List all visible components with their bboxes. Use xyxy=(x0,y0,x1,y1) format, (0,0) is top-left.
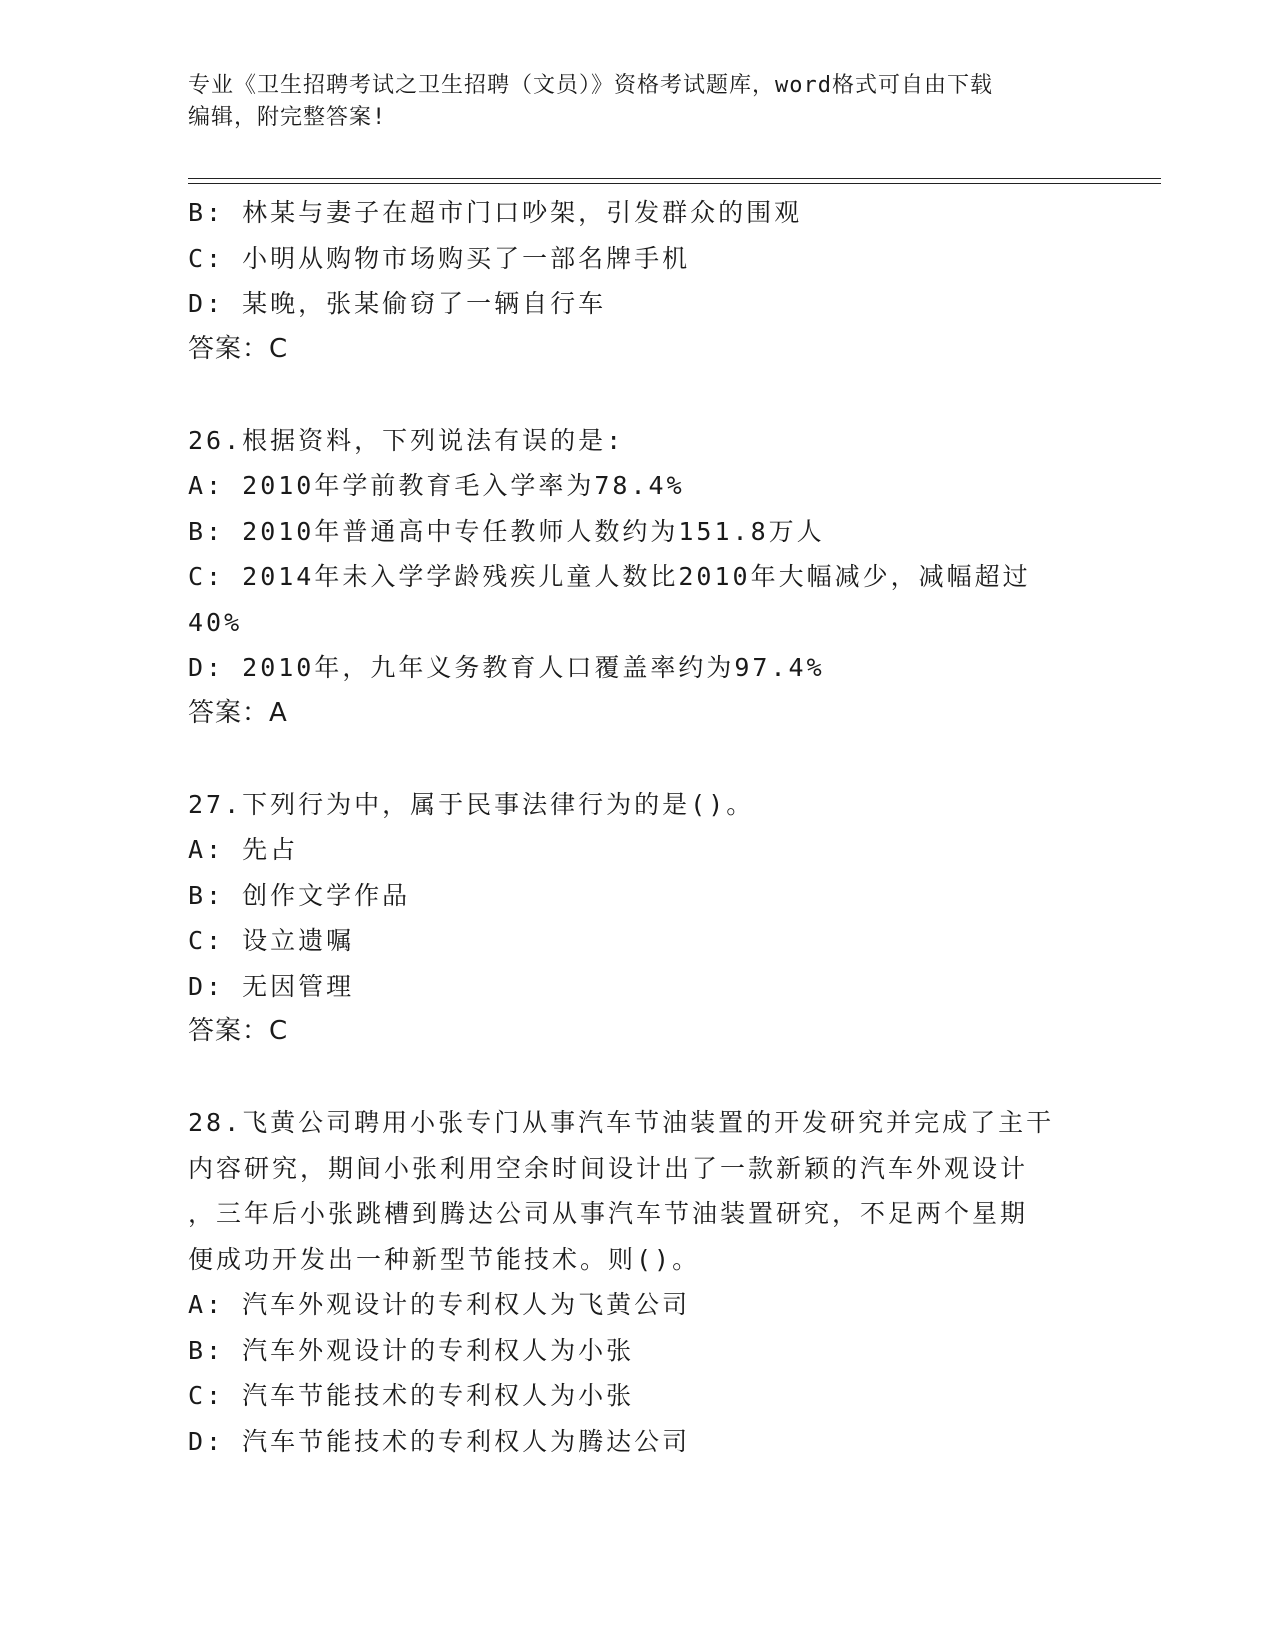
q25-answer: 答案：C xyxy=(188,333,289,364)
q28-stem-line3: ，三年后小张跳槽到腾达公司从事汽车节油装置研究，不足两个星期 xyxy=(188,1199,1029,1228)
q27-option-c: C: 设立遗嘱 xyxy=(188,926,355,955)
q25-option-c: C: 小明从购物市场购买了一部名牌手机 xyxy=(188,243,691,273)
q28-stem-line4: 便成功开发出一种新型节能技术。则()。 xyxy=(188,1244,701,1274)
header-rule-bottom xyxy=(188,183,1161,184)
spacer xyxy=(188,736,1088,782)
q25-option-d: D: 某晚，张某偷窃了一辆自行车 xyxy=(188,289,607,318)
q28-option-b: B: 汽车外观设计的专利权人为小张 xyxy=(188,1335,635,1365)
q28-option-d: D: 汽车节能技术的专利权人为腾达公司 xyxy=(188,1426,691,1456)
q27-stem: 27.下列行为中，属于民事法律行为的是()。 xyxy=(188,789,755,819)
q25-option-b: B: 林某与妻子在超市门口吵架，引发群众的围观 xyxy=(188,198,803,227)
header-rule-top xyxy=(188,178,1161,179)
header-line-1: 专业《卫生招聘考试之卫生招聘（文员）》资格考试题库，word格式可自由下载 xyxy=(188,73,993,98)
question-content xyxy=(188,190,1088,1464)
q28-option-a: A: 汽车外观设计的专利权人为飞黄公司 xyxy=(188,1290,691,1319)
q26-option-c-line1: C: 2014年未入学学龄残疾儿童人数比2010年大幅减少，减幅超过 xyxy=(188,562,1031,591)
header-line-2: 编辑，附完整答案! xyxy=(188,105,387,130)
q26-option-d: D: 2010年，九年义务教育人口覆盖率约为97.4% xyxy=(188,653,825,682)
q28-stem-line2: 内容研究，期间小张利用空余时间设计出了一款新颖的汽车外观设计 xyxy=(188,1153,1029,1183)
q26-stem: 26.根据资料，下列说法有误的是: xyxy=(188,425,625,455)
spacer xyxy=(188,372,1088,418)
q28-stem-line1: 28.飞黄公司聘用小张专门从事汽车节油装置的开发研究并完成了主干 xyxy=(188,1108,1055,1137)
q26-option-c-line2: 40% xyxy=(188,607,243,637)
spacer xyxy=(188,1055,1088,1101)
q27-option-a: A: 先占 xyxy=(188,835,299,864)
q26-option-a: A: 2010年学前教育毛入学率为78.4% xyxy=(188,471,685,500)
q27-option-d: D: 无因管理 xyxy=(188,971,355,1001)
q28-option-c: C: 汽车节能技术的专利权人为小张 xyxy=(188,1381,635,1410)
q26-option-b: B: 2010年普通高中专任教师人数约为151.8万人 xyxy=(188,516,825,546)
q26-answer: 答案：A xyxy=(188,697,288,728)
q27-option-b: B: 创作文学作品 xyxy=(188,880,411,910)
page-header xyxy=(188,70,1088,134)
q27-answer: 答案：C xyxy=(188,1016,289,1046)
